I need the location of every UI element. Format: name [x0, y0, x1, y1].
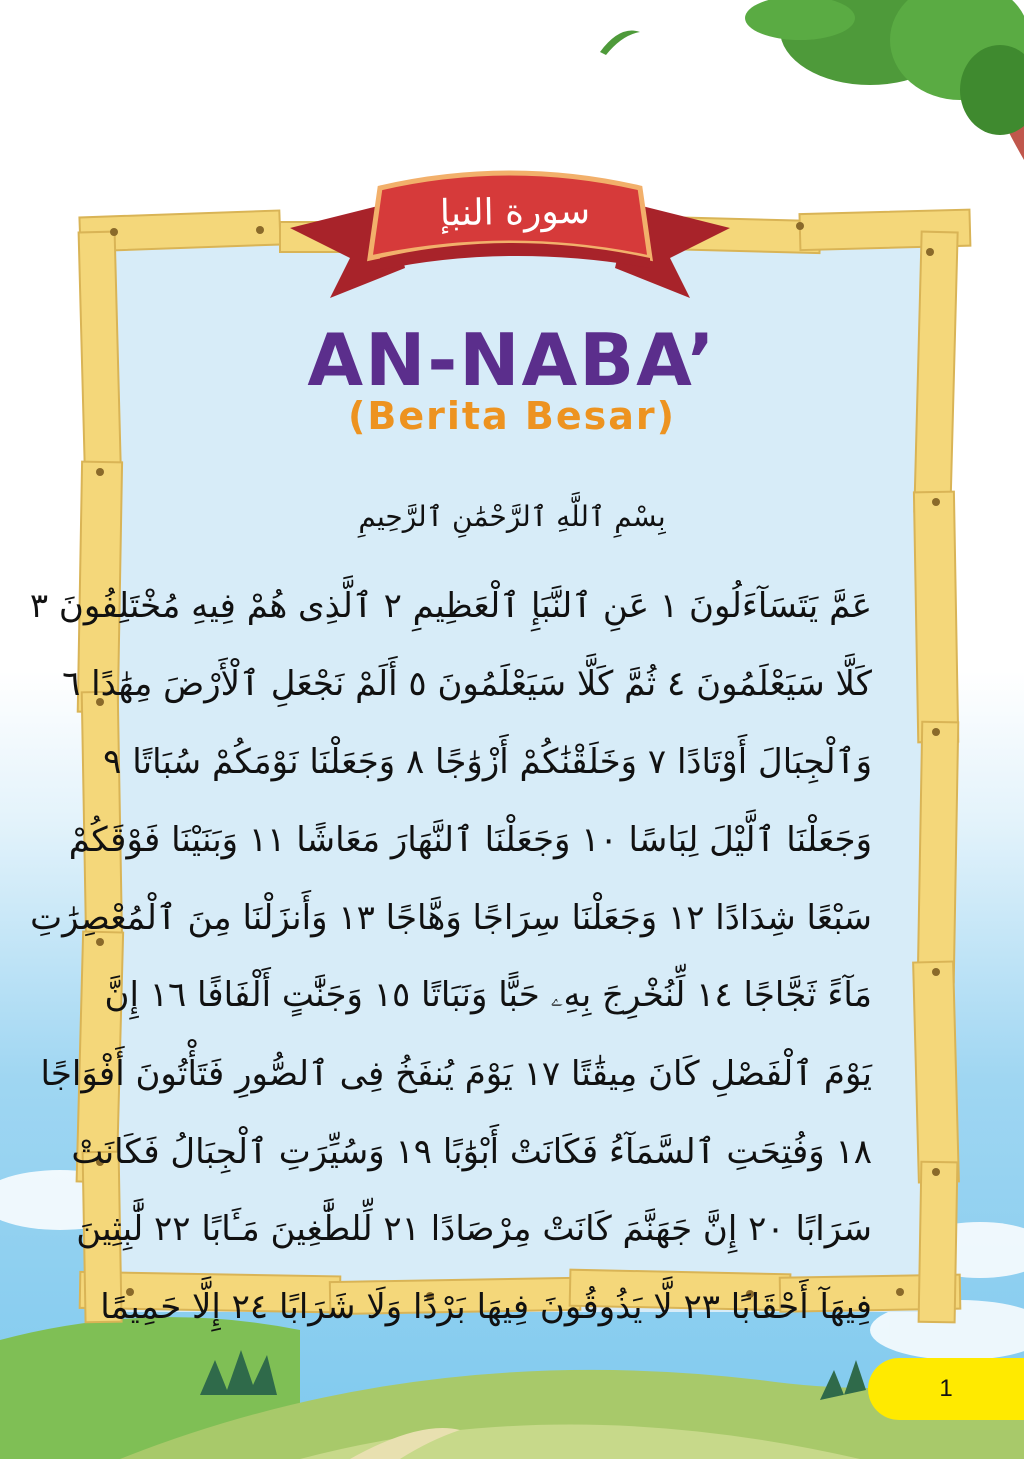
page-subtitle: (Berita Besar) — [347, 394, 676, 438]
verse-line: مَآءً ثَجَّاجًا ١٤ لِّنُخْرِجَ بِهِۦ حَبًّا وَنَبَاتًا ١٥ وَجَنَّٰتٍ أَلْفَافًا ١٦ إِنَّ — [104, 975, 872, 1015]
verse-line: يَوْمَ ٱلْفَصْلِ كَانَ مِيقَٰتًا ١٧ يَوْمَ يُنفَخُ فِى ٱلصُّورِ فَتَأْتُونَ أَفْوَاجًا — [40, 1053, 872, 1094]
verse-line: ١٨ وَفُتِحَتِ ٱلسَّمَآءُ فَكَانَتْ أَبْوَٰبًا ١٩ وَسُيِّرَتِ ٱلْجِبَالُ فَكَانَتْ — [71, 1131, 872, 1172]
surah-arabic-name: سورة النبإ — [439, 190, 591, 234]
verse-line: وَجَعَلْنَا ٱلَّيْلَ لِبَاسًا ١٠ وَجَعَلْنَا ٱلنَّهَارَ مَعَاشًا ١١ وَبَنَيْنَا فَوْقَكُمْ — [68, 819, 872, 860]
page-title: AN-NABA’ — [307, 318, 717, 402]
verse-list — [29, 566, 872, 1346]
basmala: بِسْمِ ٱللَّهِ ٱلرَّحْمَٰنِ ٱلرَّحِيمِ — [358, 500, 666, 533]
surah-ribbon — [270, 158, 750, 328]
tree-branch-illustration — [600, 0, 1024, 160]
verse-line: فِيهَآ أَحْقَابًا ٢٣ لَّا يَذُوقُونَ فِيهَا بَرْدًا وَلَا شَرَابًا ٢٤ إِلَّا حَمِيمًا — [100, 1287, 872, 1327]
verse-line: سَبْعًا شِدَادًا ١٢ وَجَعَلْنَا سِرَاجًا وَهَّاجًا ١٣ وَأَنزَلْنَا مِنَ ٱلْمُعْصِرَٰتِ — [30, 897, 872, 938]
verse-line: سَرَابًا ٢٠ إِنَّ جَهَنَّمَ كَانَتْ مِرْصَادًا ٢١ لِّلطَّٰغِينَ مَـَٔابًا ٢٢ لَّٰبِثِينَ — [76, 1209, 872, 1249]
verse-line: كَلَّا سَيَعْلَمُونَ ٤ ثُمَّ كَلَّا سَيَعْلَمُونَ ٥ أَلَمْ نَجْعَلِ ٱلْأَرْضَ مِهَٰدًا ٦ — [62, 663, 872, 704]
verse-line: عَمَّ يَتَسَآءَلُونَ ١ عَنِ ٱلنَّبَإِ ٱلْعَظِيمِ ٢ ٱلَّذِى هُمْ فِيهِ مُخْتَلِفُونَ ٣ — [29, 585, 872, 626]
page-number-badge: 1 — [868, 1358, 1024, 1420]
verse-line: وَٱلْجِبَالَ أَوْتَادًا ٧ وَخَلَقْنَٰكُمْ أَزْوَٰجًا ٨ وَجَعَلْنَا نَوْمَكُمْ سُبَاتًا ٩ — [103, 741, 872, 782]
